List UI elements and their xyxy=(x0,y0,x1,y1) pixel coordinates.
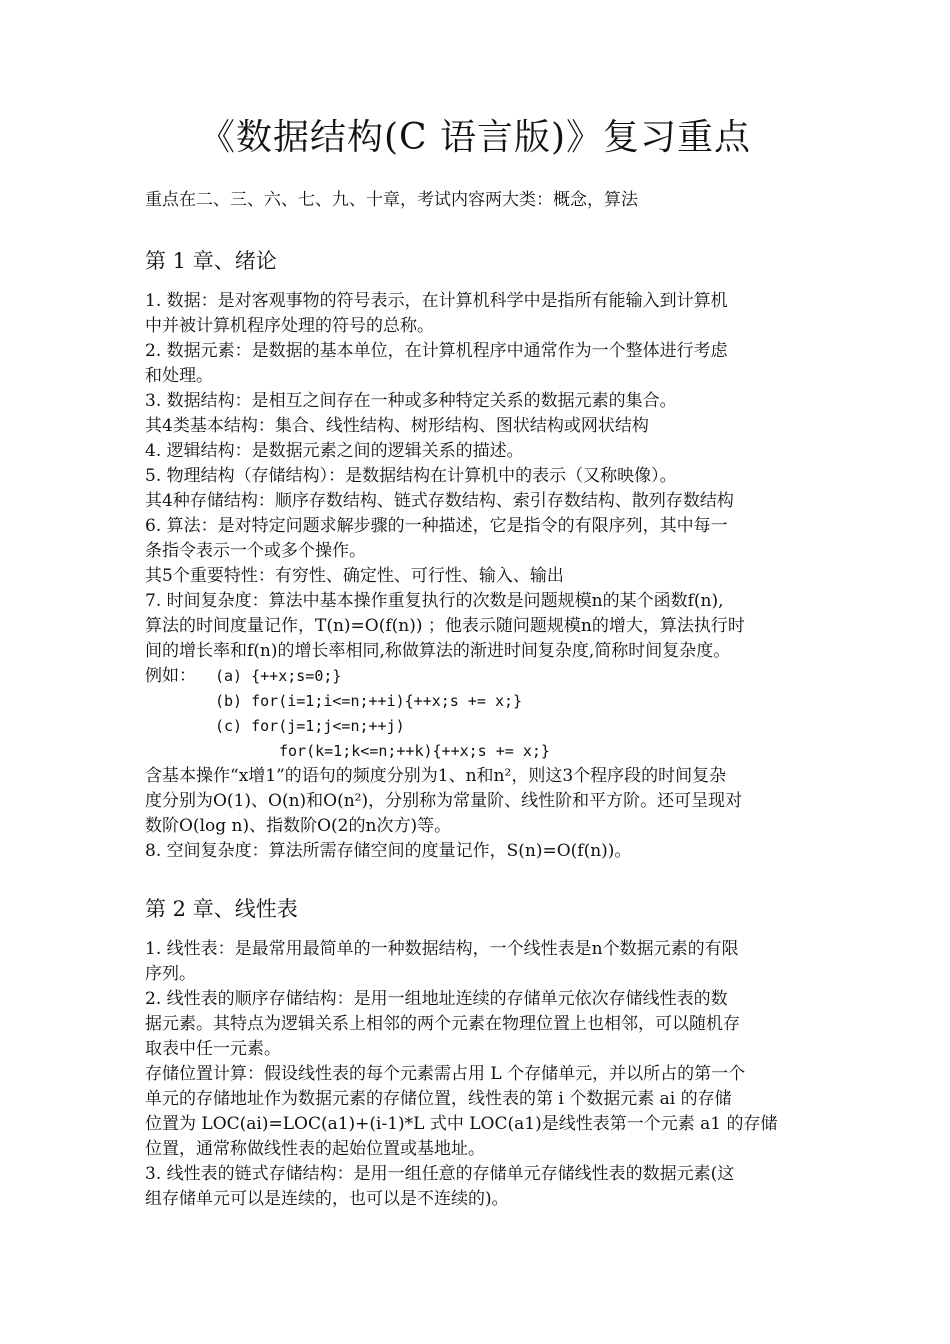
ch1-line: 2. 数据元素：是数据的基本单位，在计算机程序中通常作为一个整体进行考虑 xyxy=(145,341,728,361)
ch2-line: 单元的存储地址作为数据元素的存储位置，线性表的第 i 个数据元素 ai 的存储 xyxy=(145,1089,732,1109)
ch1-line: 算法的时间度量记作，T(n)=O(f(n)) ；他表示随问题规模n的增大，算法执行时 xyxy=(145,616,745,636)
ch1-line: 度分别为O(1)、O(n)和O(n²)，分别称为常量阶、线性阶和平方阶。还可呈现对 xyxy=(145,791,743,811)
ch2-line: 存储位置计算：假设线性表的每个元素需占用 L 个存储单元，并以所占的第一个 xyxy=(145,1064,746,1084)
ch1-line: 7. 时间复杂度：算法中基本操作重复执行的次数是问题规模n的某个函数f(n), xyxy=(145,591,724,611)
ch1-line: 含基本操作“x增1”的语句的频度分别为1、n和n²，则这3个程序段的时间复杂 xyxy=(145,766,727,786)
ch1-line: 1. 数据：是对客观事物的符号表示，在计算机科学中是指所有能输入到计算机 xyxy=(145,291,728,311)
code-line: (c) for(j=1;j<=n;++j) xyxy=(215,717,405,735)
ch2-line: 取表中任一元素。 xyxy=(145,1039,281,1059)
ch1-line: 5. 物理结构（存储结构）：是数据结构在计算机中的表示（又称映像）。 xyxy=(145,466,677,486)
ch2-line: 1. 线性表：是最常用最简单的一种数据结构，一个线性表是n个数据元素的有限 xyxy=(145,939,739,959)
code-line: (a) {++x;s=0;} xyxy=(215,667,342,685)
ch2-line: 组存储单元可以是连续的，也可以是不连续的)。 xyxy=(145,1189,509,1209)
ch1-line: 6. 算法：是对特定问题求解步骤的一种描述，它是指令的有限序列，其中每一 xyxy=(145,516,728,536)
ch1-line: 和处理。 xyxy=(145,366,213,386)
ch1-line: 条指令表示一个或多个操作。 xyxy=(145,541,366,561)
ch1-line: 4. 逻辑结构：是数据元素之间的逻辑关系的描述。 xyxy=(145,441,524,461)
ch1-line: 其5个重要特性：有穷性、确定性、可行性、输入、输出 xyxy=(145,566,564,586)
ch2-line: 序列。 xyxy=(145,964,196,984)
code-line: (b) for(i=1;i<=n;++i){++x;s += x;} xyxy=(215,692,523,710)
chapter-1-heading: 第 1 章、绪论 xyxy=(145,249,277,273)
ch1-line: 中并被计算机程序处理的符号的总称。 xyxy=(145,316,434,336)
code-line: for(k=1;k<=n;++k){++x;s += x;} xyxy=(279,742,550,760)
ch2-line: 据元素。其特点为逻辑关系上相邻的两个元素在物理位置上也相邻，可以随机存 xyxy=(145,1014,740,1034)
ch1-line: 数阶O(log n)、指数阶O(2的n次方)等。 xyxy=(145,816,452,836)
ch1-line: 间的增长率和f(n)的增长率相同,称做算法的渐进时间复杂度,简称时间复杂度。 xyxy=(145,641,731,661)
ch2-line: 2. 线性表的顺序存储结构：是用一组地址连续的存储单元依次存储线性表的数 xyxy=(145,989,728,1009)
chapter-2-heading: 第 2 章、线性表 xyxy=(145,897,298,921)
ch1-line: 8. 空间复杂度：算法所需存储空间的度量记作，S(n)=O(f(n))。 xyxy=(145,841,632,861)
ch2-line: 位置为 LOC(ai)=LOC(a1)+(i-1)*L 式中 LOC(a1)是线性表第一个元素 a1 的存储 xyxy=(145,1114,778,1134)
ch1-line: 3. 数据结构：是相互之间存在一种或多种特定关系的数据元素的集合。 xyxy=(145,391,677,411)
ch1-line: 其4种存储结构：顺序存数结构、链式存数结构、索引存数结构、散列存数结构 xyxy=(145,491,734,511)
ch1-line: 其4类基本结构：集合、线性结构、树形结构、图状结构或网状结构 xyxy=(145,416,649,436)
example-label: 例如： xyxy=(145,666,196,686)
document-title: 《数据结构(C 语言版)》复习重点 xyxy=(198,117,752,158)
ch2-line: 位置，通常称做线性表的起始位置或基地址。 xyxy=(145,1139,485,1159)
intro-text: 重点在二、三、六、七、九、十章，考试内容两大类：概念，算法 xyxy=(145,190,638,210)
ch2-line: 3. 线性表的链式存储结构：是用一组任意的存储单元存储线性表的数据元素(这 xyxy=(145,1164,735,1184)
